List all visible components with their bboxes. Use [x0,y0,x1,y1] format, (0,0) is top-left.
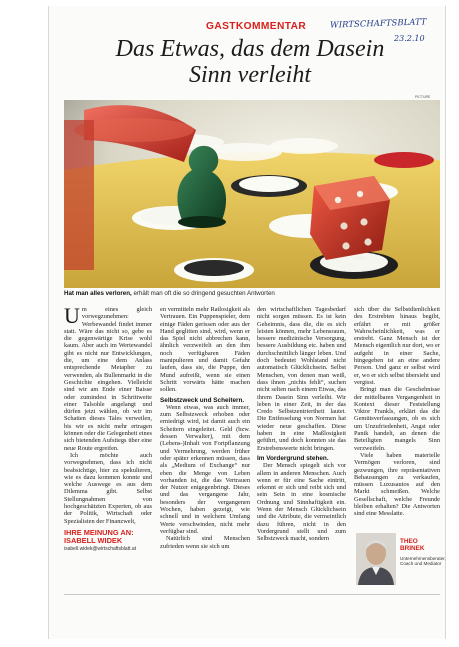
author-role: Unternehmensberater, Coach und Mediator [400,556,446,567]
section-kicker: GASTKOMMENTAR [206,21,307,32]
column-1-paragraph-2: Ich möchte auch vorwegnehmen, dass ich nicht beabsichtige, hier zu spekulieren, wie es dazu kommen konnte und welche Auswege es aus dem Dilemma gibt. Selbst Stellungnahmen von hochgeschätzten Experten, ob aus der Politik, Wirtschaft oder Spezialisten der Finanzwelt, [64,451,152,525]
headline-line-2: Sinn verleiht [189,62,311,88]
photo-credit: PICTURE [415,95,431,99]
column-3-paragraph-2: Der Mensch spiegelt sich vor allem in anderen Menschen. Auch wenn er für eine Sache eintritt, erkennt er sich und reibt sich und sein Sein in eine kosmische Ordnung und Sinnhaftigkeit ein. Wenn der Mensch Glücklichsein und die Attribute, die vermeintlich dazu führen, nicht in den Vordergrund stellt und zum Selbstzweck macht, sondern [257,462,346,543]
die-cube [310,176,390,260]
column-2-paragraph-2: Wenn etwas, was auch immer, zum Selbstzweck erhoben oder erniedrigt wird, ist damit auch ein Scheitern eingeleitet. Geld (bzw. dessen Verwalter), mit dem (Lebens-)Inhalt von Fortpflanzung und Vermehrung, werden früher oder später erkennen müssen, dass als „Medium of Exchange“ nur eben die Menge von Leben vorhanden ist, die das Vertrauen der Nutzer entgegenbringt. Dieses und das vergangene Jahr, besonders der vergangenen Wochen, haben gezeigt, wie schnell und in welchem Umfang Werte verschwinden, nicht mehr verfügbar sind. [160,403,250,535]
column-3-paragraph-1: den wirtschaftlichen Tagesbedarf nicht sorgen müssen. Es ist kein Geheimnis, dass die, die es sich leisten können, mehr Lebensraum, bessere medizinische Versorgung, bessere Ausbildung etc. haben und durchschnittlich länger leben. Und doch bedeutet Wohlstand nicht automatisch Glücklichsein. Selbst Menschen, von denen man weiß, dass ihnen „nichts fehlt“, suchen nicht selten nach einem Etwas, das ihrem Dasein Sinn verleiht. Wir leben in einer Zeit, in der das Credo Selbstzentriertheit lautet. Die Entfesselung von Normen hat wieder neue geschaffen. Diese haben in eine Maßlosigkeit geführt, und doch konnten sie das Erstrebenswerte nicht bringen. [257,306,346,452]
article-column-1 [64,303,152,553]
article-photo [64,100,440,288]
author-portrait [356,533,396,585]
handwritten-date-note: 23.2.10 [394,34,425,43]
article-column-3 [257,306,346,543]
author-first-name: THEO [400,538,418,545]
column-2-paragraph-3: Natürlich sind Menschen zufrieden wenn sie sich um [160,535,250,550]
subheading-vordergrund: Im Vordergrund stehen. [257,454,329,462]
subheading-selbstzweck: Selbstzweck und Scheitern. [160,396,245,404]
column-2-paragraph-1: en vermitteln mehr Ratlosigkeit als Vertrauen. Ein Puppenspieler, dem einige Fäden gerissen oder aus der Hand geglitten sind, wird, wenn er das Spiel nicht abbrechen kann, ähnlich verzweifelt an den ihm noch verfügbaren Fäden manipulieren und damit Gefahr laufen, dass sie, die Puppe, den Mund aufreißt, wenn sie einen Schritt vorwärts hätte machen sollen. [160,306,250,394]
column-1-paragraph-1: m eines gleich vorwegzunehmen: Werbewandel findet immer statt. Wäre das nicht so, gebe es die gegenwärtige Krise wohl kaum. Aber auch im Wertewandel gibt es nicht nur Entwicklungen, die, um eine dem Anlass entsprechende Metapher zu verwenden, als Bullenmarkt in die Geschichte eingehen. Vielleicht sind wir am Ende einer Baisse oder zumindest in Schrittweite einer Talsohle angelangt und dürfen jetzt wählen, ob wir im Schatten dieses Tales verweilen, bis wir es nicht mehr ertragen können oder die Gelegenheit eines sich bietenden Aufstiegs über eine neue Route ergreifen. [64,306,152,452]
article-column-4 [354,306,440,518]
caption-text: erhält man oft die so dringend gesuchten Antworten [131,290,275,297]
feedback-heading-line-2: ISABELL WIDEK [64,535,123,545]
column-4-paragraph-3: Viele haben materielle Vermögen verloren, sind gezwungen, ihre repräsentativen Behausungen zu verkaufen, müssen Luxusautos auf den Markt schmeißen. Welche Gesellschaft, welche Freunde bleiben erhalten? Die Antworten sind eine Messlatte. [354,451,440,518]
bottom-rule [64,594,440,595]
drop-cap: U [64,303,80,328]
author-name [400,538,425,552]
caption-bold: Hat man alles verloren, [64,290,132,297]
headline-line-1: Das Etwas, das dem Dasein [115,36,385,62]
photo-caption [64,290,440,297]
author-last-name: BRINEK [400,545,425,552]
feedback-email: isabell.widek@wirtschaftsblatt.at [64,545,137,552]
handwritten-source-note: WIRTSCHAFTSBLATT [329,16,427,30]
feedback-heading [64,529,152,545]
column-4-paragraph-1: sich über die Selbstdienlichkeit des Erstrebten hinaus begibt, erfährt er mit größer Wahrscheinlichkeit, was er erstrebt. Ganz Mensch ist der Mensch eigentlich nur dort, wo er aufgeht in einer Sache, hingegeben ist an eine andere Person. Und ganz er selbst wird er, wo er sich selbst übersieht und vergisst. [354,306,440,386]
article-column-2 [160,306,250,550]
article-headline [64,36,436,88]
column-4-paragraph-2: Bringt man die Geschehnisse der mittelbaren Vergangenheit in Kontext dieser Feststellung Viktor Frankls, erklärt das die Gemütsverfassungen, ob es sich um Unzufriedenheit, Angst oder Panik handelt, an denen die Beteiligten mangels Sinn verzweifeln. [354,386,440,452]
feedback-heading-line-1: IHRE MEINUNG AN: [64,527,134,537]
author-bio-box [356,527,446,589]
board-game-illustration [64,100,440,288]
